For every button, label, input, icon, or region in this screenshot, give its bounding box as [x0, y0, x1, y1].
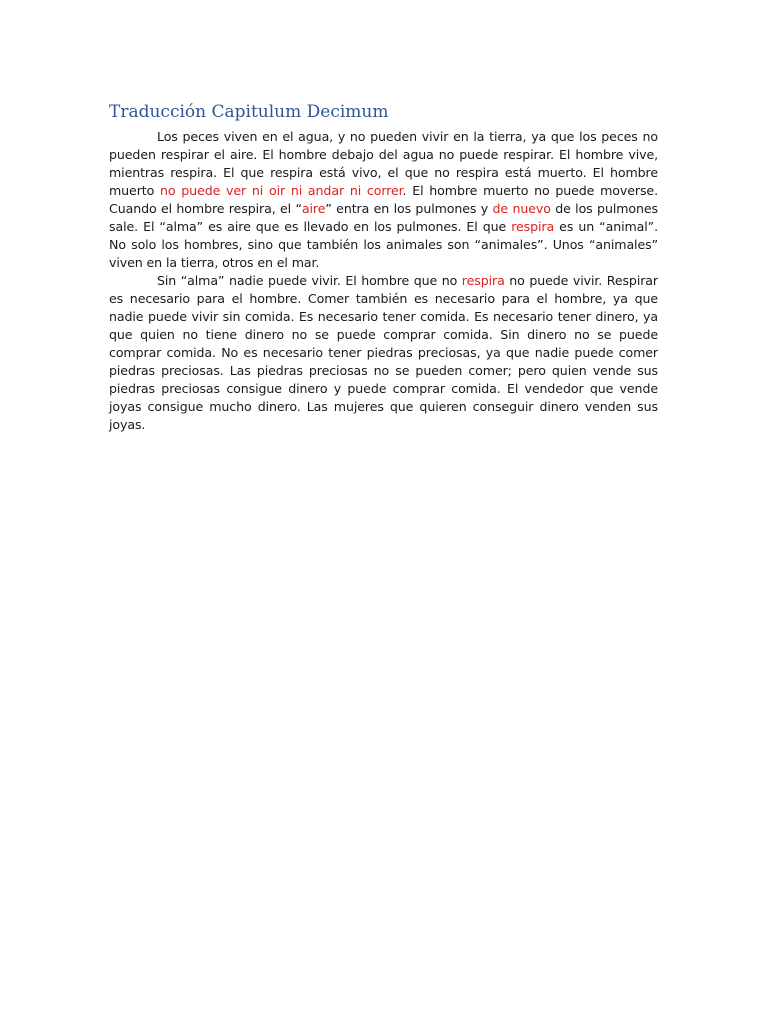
text-segment: Los peces viven en el agua, y no pueden vivir en la tierra, ya que los peces no pueden respirar el aire. El hombre debajo del agua no puede respirar. El hombre vive, mientras respira. El que respira está vivo, el que no respira está muerto. El hombre muerto — [109, 129, 658, 198]
highlighted-phrase: aire — [301, 201, 326, 216]
highlighted-phrase: de nuevo — [492, 201, 551, 216]
text-segment: es un “animal”. No solo los hombres, sino que también los animales son “animales”. Unos “animales” viven en la tierra, otros en el mar. — [109, 219, 659, 270]
text-segment: no puede vivir. Respirar es necesario para el hombre. Comer también es necesario para el hombre, ya que nadie puede vivir sin comida. Es necesario tener comida. Es necesario tener dinero, ya que quien no tiene dinero no se puede comprar comida. Sin dinero no se puede comprar comida. No es necesario tener piedras preciosas, ya que nadie puede comer piedras preciosas. Las piedras preciosas no se pueden comer; pero quien vende sus piedras preciosas consigue dinero y puede comprar comida. El vendedor que vende joyas consigue mucho dinero. Las mujeres que quieren conseguir dinero venden sus joyas. — [109, 273, 658, 432]
paragraph-1 — [109, 128, 658, 272]
text-segment: ” entra en los pulmones y — [325, 201, 493, 216]
paragraph-2 — [109, 272, 658, 434]
text-segment: de los pulmones sale. El “alma” es aire que es llevado en los pulmones. El que — [109, 201, 658, 234]
document-title: Traducción Capitulum Decimum — [109, 102, 389, 122]
text-segment: Sin “alma” nadie puede vivir. El hombre que no — [157, 273, 462, 288]
text-segment: . El hombre muerto no puede moverse. Cuando el hombre respira, el “ — [109, 183, 658, 216]
document-body — [109, 100, 658, 434]
highlighted-phrase: respira — [461, 273, 505, 288]
highlighted-phrase: no puede ver ni oir ni andar ni correr — [160, 183, 403, 198]
highlighted-phrase: respira — [511, 219, 555, 234]
